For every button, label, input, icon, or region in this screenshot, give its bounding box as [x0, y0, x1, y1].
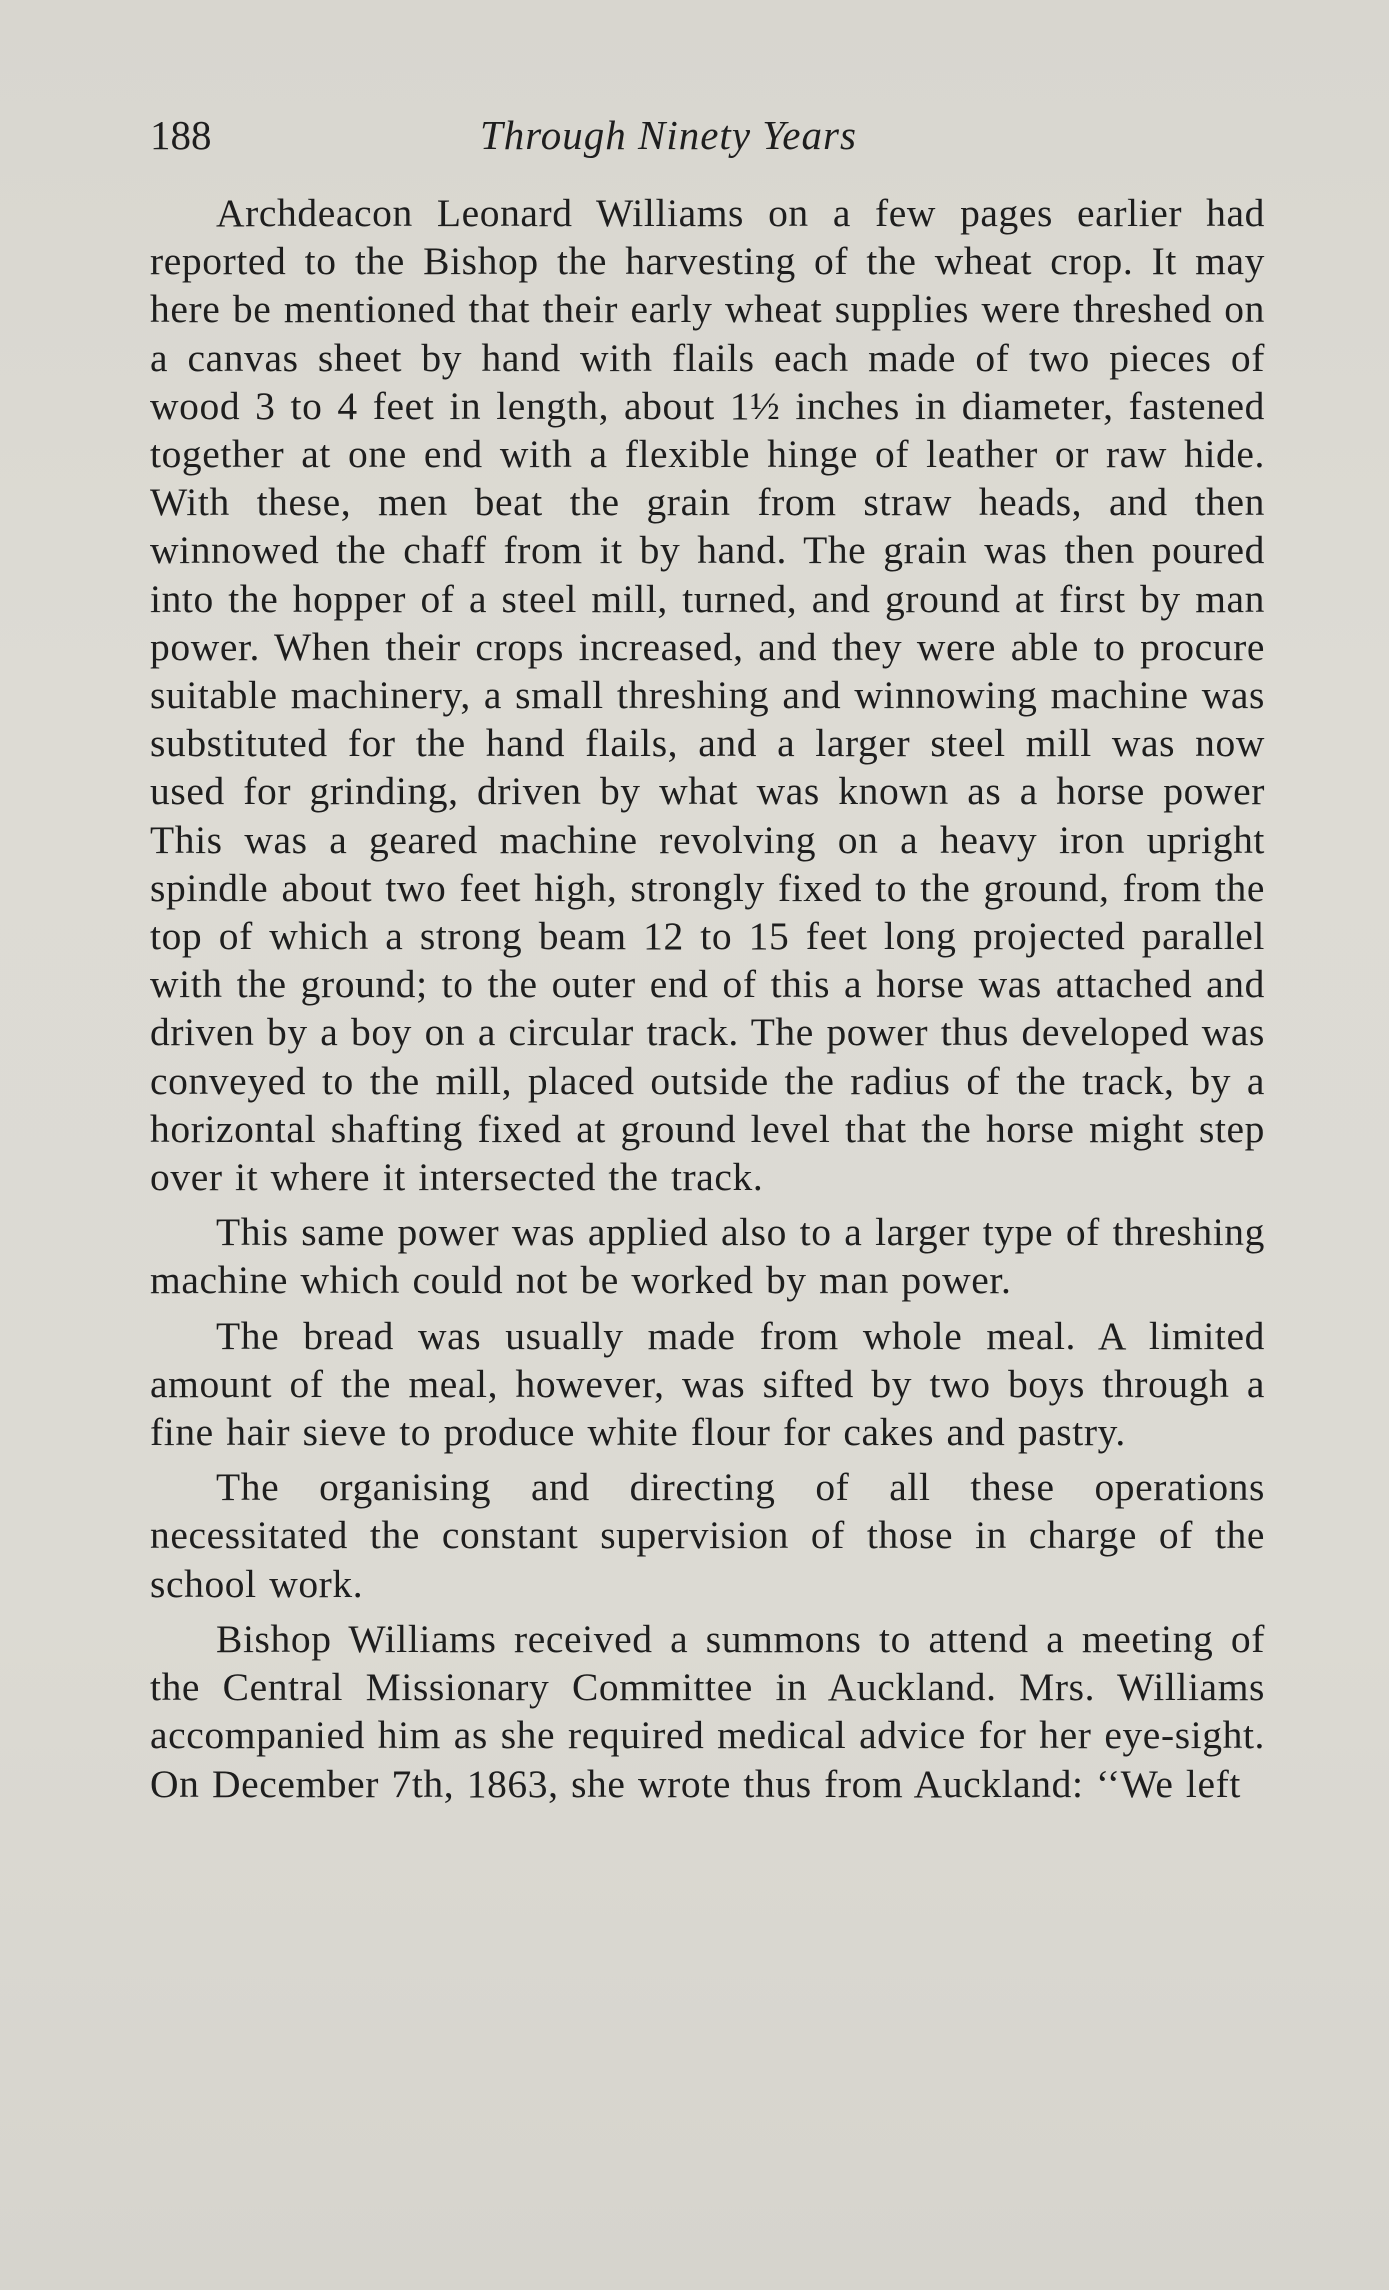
paragraph-bread: The bread was usually made from whole meal. A limited amount of the meal, however, was sifted by two boys through a fine hair sieve to produce white flour for cakes and pastry.	[150, 1313, 1265, 1455]
paragraph-threshing: Archdeacon Leonard Williams on a few pages earlier had reported to the Bishop the harvesting of the wheat crop. It may here be mentioned that their early wheat supplies were threshed on a canvas sheet by hand with flails each made of two pieces of wood 3 to 4 feet in length, about 1½ inches in diameter, fastened together at one end with a flexible hinge of leather or raw hide. With these, men beat the grain from straw heads, and then winnowed the chaff from it by hand. The grain was then poured into the hopper of a steel mill, turned, and ground at first by man power. When their crops increased, and they were able to procure suitable machinery, a small threshing and winnowing machine was substituted for the hand flails, and a larger steel mill was now used for grinding, driven by what was known as a horse power This was a geared machine revolving on a heavy iron upright spindle about two feet high, strongly fixed to the ground, from the top of which a strong beam 12 to 15 feet long projected parallel with the ground; to the outer end of this a horse was attached and driven by a boy on a circular track. The power thus developed was conveyed to the mill, placed outside the radius of the track, by a horizontal shafting fixed at ground level that the horse might step over it where it intersected the track.	[150, 191, 1265, 1200]
body-text	[150, 189, 1265, 1815]
running-head	[150, 108, 1265, 162]
book-title: Through Ninety Years	[480, 112, 857, 158]
paragraph-supervision: The organising and directing of all these operations necessitated the constant supervision of those in charge of the school work.	[150, 1465, 1265, 1606]
page-number: 188	[150, 112, 212, 158]
paragraph-auckland: Bishop Williams received a summons to attend a meeting of the Central Missionary Committee in Auckland. Mrs. Williams accompanied him as she required medical advice for her eye-sight. On December 7th, 1863, she wrote thus from Auckland: ‘‘We left	[150, 1616, 1265, 1806]
paragraph-threshing-machine: This same power was applied also to a larger type of threshing machine which could not be worked by man power.	[150, 1210, 1265, 1303]
